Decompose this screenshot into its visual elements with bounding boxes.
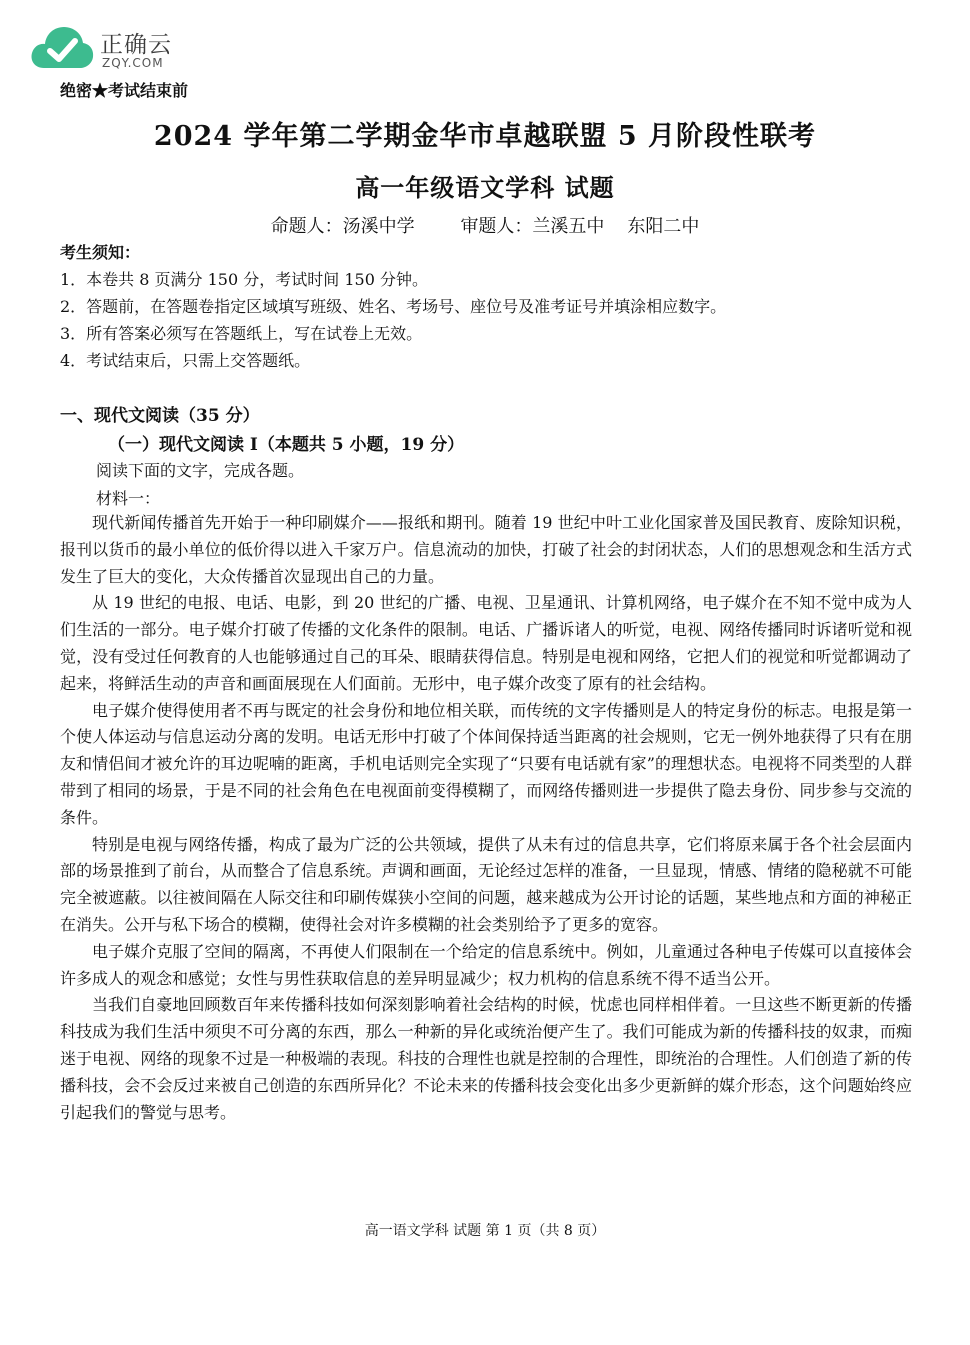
exam-subtitle: 高一年级语文学科 试题	[355, 173, 615, 202]
reading-instruction: 阅读下面的文字，完成各题。	[96, 461, 305, 480]
setter-label: 命题人：汤溪中学	[270, 216, 415, 237]
notice-item: 4．考试结束后，只需上交答题纸。	[60, 351, 311, 370]
material-text	[60, 510, 912, 1126]
notice-item: 2．答题前，在答题卷指定区域填写班级、姓名、考场号、座位号及准考证号并填涂相应数字。	[60, 297, 727, 316]
logo	[30, 22, 190, 74]
authors-line	[0, 212, 970, 238]
logo-brand: 正确云	[100, 32, 172, 58]
paragraph: 当我们自豪地回顾数百年来传播科技如何深刻影响着社会结构的时候，忧虑也同样相伴着。一旦这些不断更新的传播科技成为我们生活中须臾不可分离的东西，那么一种新的异化或统治便产生了。我们可能成为新的传播科技的奴隶，而痴迷于电视、网络的现象不过是一种极端的表现。科技的合理性也就是控制的合理性，即统治的合理性。人们创造了新的传播科技，会不会反过来被自己创造的东西所异化？不论未来的传播科技会变化出多少更新鲜的媒介形态，这个问题始终应引起我们的警觉与思考。	[60, 995, 912, 1122]
paragraph: 电子媒介克服了空间的隔离，不再使人们限制在一个给定的信息系统中。例如，儿童通过各种电子传媒可以直接体会许多成人的观念和感觉；女性与男性获取信息的差异明显减少；权力机构的信息系统不得不适当公开。	[60, 941, 912, 988]
notice-item: 1．本卷共 8 页满分 150 分，考试时间 150 分钟。	[60, 270, 428, 289]
section-heading: 一、现代文阅读（35 分）	[60, 406, 260, 426]
material-label: 材料一：	[96, 489, 161, 508]
reviewer-label: 审题人：兰溪五中 东阳二中	[460, 216, 700, 237]
notice-item: 3．所有答案必须写在答题纸上，写在试卷上无效。	[60, 324, 423, 343]
paragraph: 现代新闻传播首先开始于一种印刷媒介——报纸和期刊。随着 19 世纪中叶工业化国家普及国民教育、废除知识税，报刊以货币的最小单位的低价得以进入千家万户。信息流动的加快，打破了社会的封闭状态，人们的思想观念和生活方式发生了巨大的变化，大众传播首次显现出自己的力量。	[60, 513, 912, 586]
checkmark-cloud-icon	[30, 24, 94, 70]
exam-title: 2024 学年第二学期金华市卓越联盟 5 月阶段性联考	[153, 121, 817, 152]
exam-notice	[60, 240, 920, 374]
paragraph: 从 19 世纪的电报、电话、电影，到 20 世纪的广播、电视、卫星通讯、计算机网络，电子媒介在不知不觉中成为人们生活的一部分。电子媒介打破了传播的文化条件的限制。电话、广播诉诸人的听觉，电视、网络传播同时诉诸听觉和视觉，没有受过任何教育的人也能够通过自己的耳朵、眼睛获得信息。特别是电视和网络，它把人们的视觉和听觉都调动了起来，将鲜活生动的声音和画面展现在人们面前。无形中，电子媒介改变了原有的社会结构。	[60, 593, 912, 693]
paragraph: 电子媒介使得使用者不再与既定的社会身份和地位相关联，而传统的文字传播则是人的特定身份的标志。电报是第一个使人体运动与信息运动分离的发明。电话无形中打破了个体间保持适当距离的社会规则，它无一例外地获得了只有在朋友和情侣间才被允许的耳边呢喃的距离，手机电话则完全实现了“只要有电话就有家”的理想状态。电视将不同类型的人群带到了相同的场景，于是不同的社会角色在电视面前变得模糊了，而网络传播则进一步提供了隐去身份、同步参与交流的条件。	[60, 700, 912, 827]
section-subheading: （一）现代文阅读 I（本题共 5 小题，19 分）	[108, 435, 465, 455]
secret-label: 绝密★考试结束前	[60, 81, 189, 100]
paragraph: 特别是电视与网络传播，构成了最为广泛的公共领域，提供了从未有过的信息共享，它们将原来属于各个社会层面内部的场景推到了前台，从而整合了信息系统。声调和画面，无论经过怎样的准备，一旦显现，情感、情绪的隐秘就不可能完全被遮蔽。以往被间隔在人际交往和印刷传媒狭小空间的问题，越来越成为公开讨论的话题，某些地点和方面的神秘正在消失。公开与私下场合的模糊，使得社会对许多模糊的社会类别给予了更多的宽容。	[60, 834, 912, 934]
logo-domain: ZQY.COM	[102, 56, 164, 70]
notice-heading: 考生须知：	[60, 243, 141, 262]
page-footer: 高一语文学科 试题 第 1 页（共 8 页）	[364, 1223, 606, 1239]
